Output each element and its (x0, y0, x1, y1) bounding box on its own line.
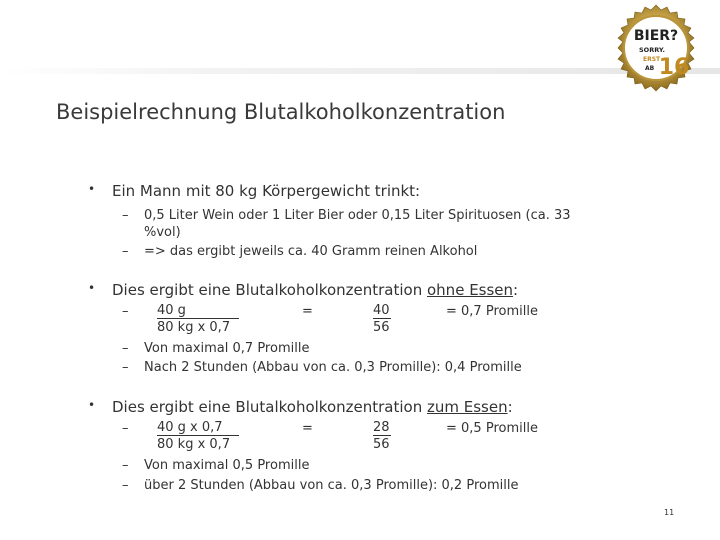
sub-text: 0,5 Liter Wein oder 1 Liter Bier oder 0,15 Liter Spirituosen (ca. 33 (144, 208, 571, 223)
sub-item: – Nach 2 Stunden (Abbau von ca. 0,3 Promille): 0,4 Promille (122, 360, 522, 375)
calc-equals: = (302, 421, 313, 436)
calc-value-denominator: 56 (373, 437, 390, 452)
sub-item: – über 2 Stunden (Abbau von ca. 0,3 Promille): 0,2 Promille (122, 478, 519, 493)
sub-text: Nach 2 Stunden (Abbau von ca. 0,3 Promille): 0,4 Promille (144, 360, 522, 375)
bullet-item (88, 182, 421, 200)
logo-line4: AB (645, 65, 655, 72)
calc-equals: = (302, 304, 313, 319)
bullet-text-pre: Dies ergibt eine Blutalkoholkonzentration (112, 281, 427, 299)
sub-item: – Von maximal 0,7 Promille (122, 341, 310, 356)
sub-item: – 0,5 Liter Wein oder 1 Liter Bier oder 0,15 Liter Spirituosen (ca. 33 (122, 208, 571, 223)
sub-text: %vol) (144, 225, 181, 240)
calc-denominator: 80 kg x 0,7 (157, 320, 231, 335)
bullet-item (88, 281, 519, 299)
sub-item-continuation (144, 223, 181, 242)
bullet-text-underlined: zum Essen (427, 398, 508, 416)
sub-item: – => das ergibt jeweils ca. 40 Gramm reinen Alkohol (122, 244, 478, 259)
calc-value-denominator: 56 (373, 320, 390, 335)
sub-text: über 2 Stunden (Abbau von ca. 0,3 Promille): 0,2 Promille (144, 478, 519, 493)
sub-item: – Von maximal 0,5 Promille (122, 458, 310, 473)
bullet-text-post: : (507, 398, 513, 416)
logo-line2: SORRY. (639, 46, 665, 54)
logo-number: 16 (658, 55, 690, 80)
logo-line3: ERST (643, 56, 661, 63)
sub-text: Von maximal 0,7 Promille (144, 341, 310, 356)
bullet-text: Ein Mann mit 80 kg Körpergewicht trinkt: (112, 182, 421, 200)
calc-denominator: 80 kg x 0,7 (157, 437, 231, 452)
bullet-icon: • (88, 182, 96, 196)
bullet-item (88, 398, 513, 416)
bullet-icon: • (88, 281, 96, 295)
slide-title: Beispielrechnung Blutalkoholkonzentration (56, 100, 506, 124)
sub-text: => das ergibt jeweils ca. 40 Gramm reinen Alkohol (144, 244, 478, 259)
calc-result: = 0,5 Promille (446, 421, 538, 436)
bullet-text-underlined: ohne Essen (427, 281, 514, 299)
calc-value-numerator: 28 (373, 420, 390, 435)
calc-value-numerator: 40 (373, 303, 390, 318)
page-number: 11 (664, 508, 675, 517)
logo-line1: BIER? (633, 28, 679, 44)
calc-numerator: 40 g (157, 303, 239, 319)
sub-text: Von maximal 0,5 Promille (144, 458, 310, 473)
calc-numerator: 40 g x 0,7 (157, 420, 239, 436)
calc-result: = 0,7 Promille (446, 304, 538, 319)
bier-sorry-erst-ab-16-logo (612, 4, 700, 92)
bullet-icon: • (88, 398, 96, 412)
bullet-text-pre: Dies ergibt eine Blutalkoholkonzentration (112, 398, 427, 416)
bullet-text-post: : (513, 281, 519, 299)
